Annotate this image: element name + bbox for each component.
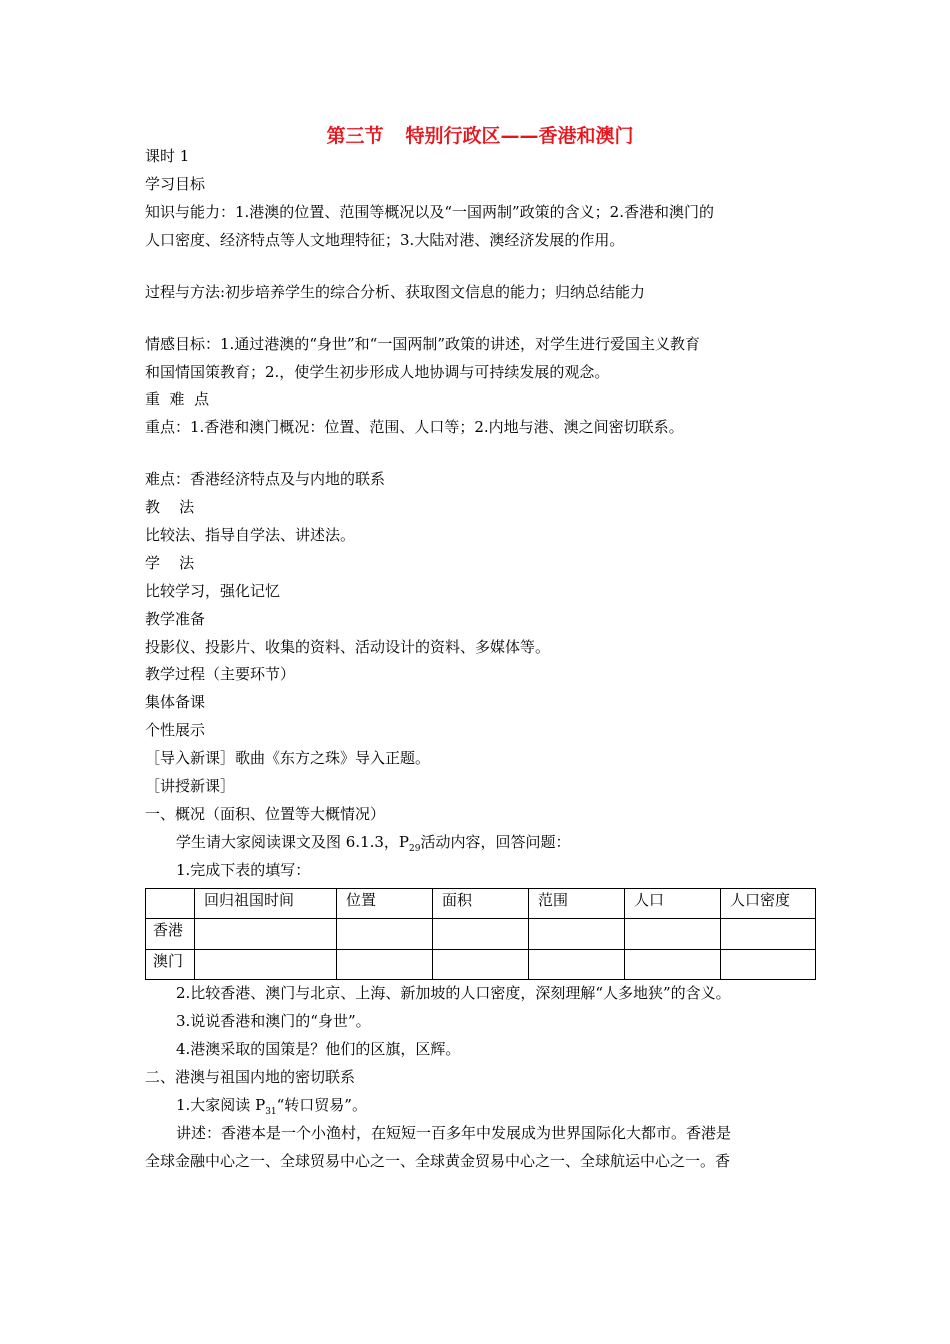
reading-instruction-line (176, 832, 571, 852)
table-cell (625, 919, 721, 949)
section-1-heading: 一、概况（面积、位置等大概情况） (145, 805, 386, 823)
table-cell (721, 919, 816, 949)
table-cell (337, 919, 433, 949)
emotion-line-2: 和国情国策教育；2.，使学生初步形成人地协调与可持续发展的观念。 (145, 363, 610, 381)
table-cell (433, 919, 529, 949)
teaching-method-line: 比较法、指导自学法、讲述法。 (145, 526, 356, 544)
table-cell (195, 919, 337, 949)
knowledge-line-1: 知识与能力：1.港澳的位置、范围等概况以及“一国两制”政策的含义；2.香港和澳门的 (145, 203, 714, 221)
lecture-line-2: 全球金融中心之一、全球贸易中心之一、全球黄金贸易中心之一、全球航运中心之一。香 (145, 1152, 731, 1170)
table-header-cell: 人口 (625, 889, 721, 919)
reading-2-line (176, 1095, 367, 1115)
table-cell (529, 949, 625, 979)
table-header-cell: 位置 (337, 889, 433, 919)
reading-text-before: 学生请大家阅读课文及图 6.1.3，P (176, 833, 410, 851)
table-row (146, 919, 816, 949)
learning-method-line: 比较学习，强化记忆 (145, 582, 281, 600)
page-subscript: 31 (265, 1107, 277, 1117)
title-topic: 特别行政区——香港和澳门 (405, 125, 634, 147)
table-header-cell: 人口密度 (721, 889, 816, 919)
table-header-cell: 面积 (433, 889, 529, 919)
task-1-line: 1.完成下表的填写： (176, 861, 311, 879)
heading-learning-method: 学 法 (145, 554, 195, 572)
heading-preparation: 教学准备 (145, 610, 206, 628)
process-method-line: 过程与方法:初步培养学生的综合分析、获取图文信息的能力；归纳总结能力 (145, 283, 646, 301)
table-header-cell: 范围 (529, 889, 625, 919)
lesson-period: 课时 1 (145, 147, 190, 165)
table-row-label: 香港 (146, 919, 195, 949)
task-2-line: 2.比较香港、澳门与北京、上海、新加坡的人口密度，深刻理解“人多地狭”的含义。 (176, 984, 731, 1002)
table-cell (337, 949, 433, 979)
title-section: 第三节 (326, 125, 384, 147)
reading-text-after: 活动内容，回答问题： (420, 833, 571, 851)
table-header-cell (146, 889, 195, 919)
reading-2-after: “转口贸易”。 (276, 1096, 367, 1114)
section-2-heading: 二、港澳与祖国内地的密切联系 (145, 1068, 356, 1086)
table-row-label: 澳门 (146, 949, 195, 979)
heading-teaching-process: 教学过程（主要环节） (145, 665, 296, 683)
reading-2-before: 1.大家阅读 P (176, 1096, 266, 1114)
table-cell (433, 949, 529, 979)
table-cell (721, 949, 816, 979)
emotion-line-1: 情感目标：1.通过港澳的“身世”和“一国两制”政策的讲述，对学生进行爱国主义教育 (145, 335, 700, 353)
table-cell (195, 949, 337, 979)
knowledge-line-2: 人口密度、经济特点等人文地理特征；3.大陆对港、澳经济发展的作用。 (145, 231, 625, 249)
task-3-line: 3.说说香港和澳门的“身世”。 (176, 1012, 371, 1030)
heading-objectives: 学习目标 (145, 175, 206, 193)
key-points-line: 重点：1.香港和澳门概况：位置、范围、人口等；2.内地与港、澳之间密切联系。 (145, 418, 684, 436)
heading-key-points: 重 难 点 (145, 390, 210, 408)
table-cell (625, 949, 721, 979)
difficult-points-line: 难点：香港经济特点及与内地的联系 (145, 470, 386, 488)
teach-new-lesson-line: ［讲授新课］ (145, 777, 236, 795)
personal-show-line: 个性展示 (145, 721, 206, 739)
heading-teaching-method: 教 法 (145, 498, 195, 516)
fill-in-table (145, 888, 816, 980)
intro-new-lesson-line: ［导入新课］歌曲《东方之珠》导入正题。 (145, 749, 431, 767)
collective-prep-line: 集体备课 (145, 693, 206, 711)
preparation-line: 投影仪、投影片、收集的资料、活动设计的资料、多媒体等。 (145, 638, 551, 656)
table-cell (529, 919, 625, 949)
lecture-line-1: 讲述：香港本是一个小渔村，在短短一百多年中发展成为世界国际化大都市。香港是 (176, 1124, 732, 1142)
page-subscript: 29 (409, 844, 421, 854)
document-title (145, 124, 815, 148)
table-header-row (146, 889, 816, 919)
task-4-line: 4.港澳采取的国策是？他们的区旗，区辉。 (176, 1040, 461, 1058)
table-row (146, 949, 816, 979)
table-header-cell: 回归祖国时间 (195, 889, 337, 919)
